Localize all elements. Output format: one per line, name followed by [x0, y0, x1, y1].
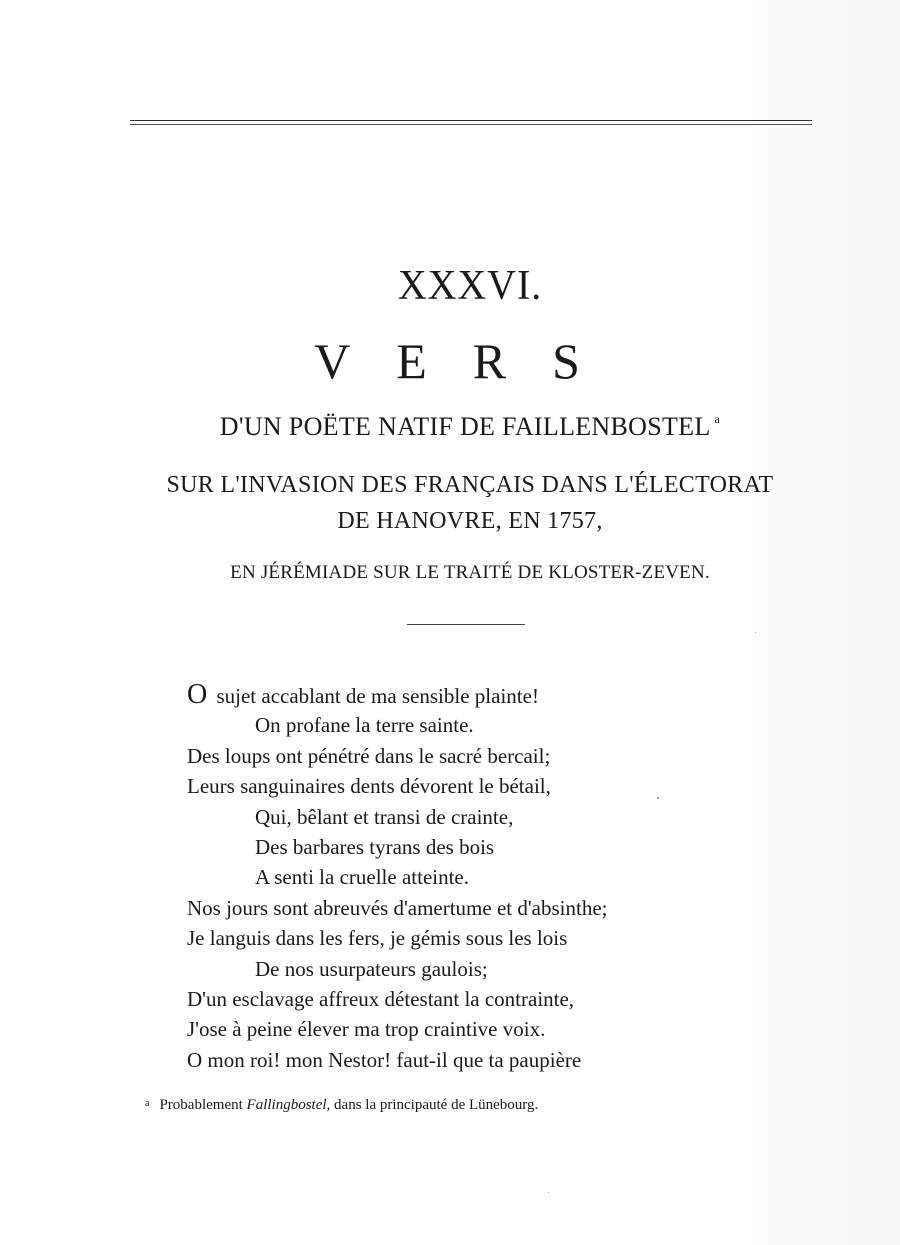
chapter-numeral: XXXVI.: [397, 263, 543, 309]
poem-line: Je languis dans les fers, je gémis sous les lois: [187, 926, 568, 951]
footnote-text-after: dans la principauté de Lünebourg.: [334, 1097, 539, 1113]
poem-body: [187, 680, 787, 1075]
top-double-rule: [130, 120, 812, 126]
footnote-reference: a: [714, 412, 721, 426]
poem-line: Des barbares tyrans des bois: [255, 834, 495, 859]
subtitle-line-1: [0, 412, 900, 442]
poem-line: Qui, bêlant et transi de crainte,: [255, 804, 514, 829]
footnote-italic-place: Fallingbostel,: [246, 1097, 331, 1113]
poem-line: De nos usurpateurs gaulois;: [255, 956, 488, 981]
paper-speck: [548, 1192, 549, 1193]
footnote: [145, 1097, 538, 1114]
footnote-marker: a: [145, 1098, 150, 1109]
poem-line: A senti la cruelle atteinte.: [255, 865, 469, 890]
poem-line: On profane la terre sainte.: [255, 713, 474, 738]
subtitle-line-3: EN JÉRÉMIADE SUR LE TRAITÉ DE KLOSTER-ZEVEN.: [230, 562, 710, 583]
poem-first-line: sujet accablant de ma sensible plainte!: [216, 684, 539, 708]
poem-line: D'un esclavage affreux détestant la contrainte,: [187, 986, 575, 1011]
poem-line: J'ose à peine élever ma trop craintive voix.: [187, 1017, 546, 1042]
footnote-text-before: Probablement: [159, 1097, 243, 1113]
subtitle-line-2b: DE HANOVRE, EN 1757,: [337, 508, 603, 534]
subtitle-line-2a: SUR L'INVASION DES FRANÇAIS DANS L'ÉLECTORAT: [166, 472, 774, 498]
poem-line: O mon roi! mon Nestor! faut-il que ta paupière: [187, 1047, 582, 1072]
section-divider: [407, 624, 525, 625]
paper-speck: [755, 632, 756, 633]
poem-initial-letter: O: [187, 679, 208, 710]
paper-speck: [657, 797, 659, 799]
chapter-title: VERS: [314, 333, 626, 389]
poem-line: Leurs sanguinaires dents dévorent le bétail,: [187, 774, 551, 799]
poem-line: [187, 680, 787, 710]
poem-line: Des loups ont pénétré dans le sacré bercail;: [187, 743, 551, 768]
subtitle-line-2: [0, 467, 900, 539]
subtitle-line-1-text: D'UN POËTE NATIF DE FAILLENBOSTEL: [219, 412, 711, 441]
poem-line: Nos jours sont abreuvés d'amertume et d'absinthe;: [187, 895, 608, 920]
